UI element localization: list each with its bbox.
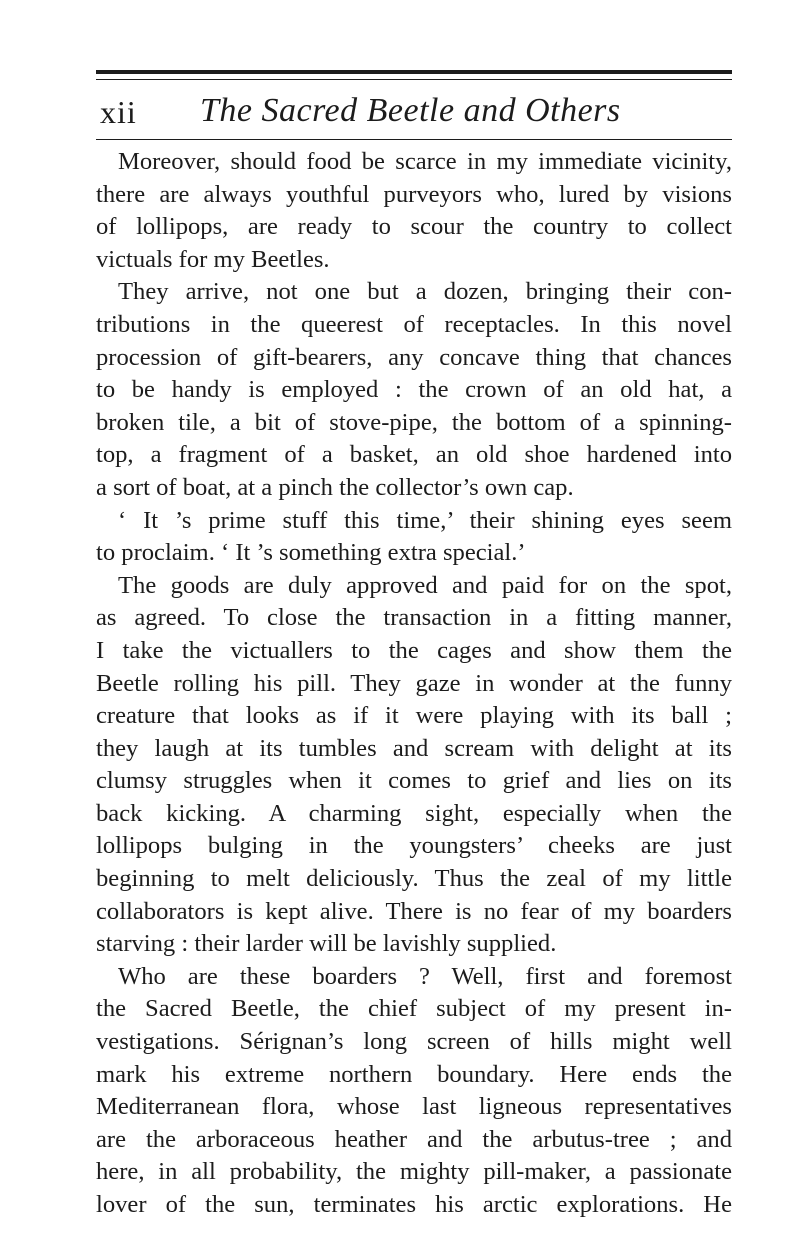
running-header	[96, 92, 732, 136]
text-line: collaborators is kept alive. There is no fear of my boarders	[96, 897, 732, 925]
header-underline-rule	[96, 139, 732, 140]
text-line: Moreover, should food be scarce in my immediate vicinity,	[118, 148, 732, 175]
text-line: lover of the sun, terminates his arctic explorations. He	[96, 1191, 732, 1218]
text-line: Beetle rolling his pill. They gaze in wonder at the funny	[96, 669, 732, 697]
text-line: mark his extreme northern boundary. Here ends the	[96, 1060, 732, 1088]
text-line: a sort of boat, at a pinch the collector’s own cap.	[96, 473, 574, 501]
text-line: here, in all probability, the mighty pill-maker, a passionate	[96, 1158, 732, 1186]
text-line: there are always youthful purveyors who, lured by visions	[96, 180, 732, 208]
text-line: back kicking. A charming sight, especially when the	[96, 799, 732, 827]
text-line: vestigations. Sérignan’s long screen of hills might well	[96, 1028, 732, 1056]
text-line: The goods are duly approved and paid for on the spot,	[118, 571, 732, 599]
text-line: Mediterranean flora, whose last ligneous representatives	[96, 1093, 732, 1121]
text-line: Who are these boarders ? Well, first and foremost	[118, 962, 732, 990]
text-line: creature that looks as if it were playing with its ball ;	[96, 702, 732, 730]
text-line: tributions in the queerest of receptacles. In this novel	[96, 310, 732, 338]
text-line: starving : their larder will be lavishly supplied.	[96, 930, 557, 958]
text-line: to be handy is employed : the crown of an old hat, a	[96, 376, 732, 404]
text-line: broken tile, a bit of stove-pipe, the bottom of a spinning-	[96, 408, 732, 436]
text-line: the Sacred Beetle, the chief subject of my present in-	[96, 995, 732, 1023]
body-text	[96, 146, 732, 1222]
text-line: they laugh at its tumbles and scream with delight at its	[96, 734, 732, 762]
text-line: clumsy struggles when it comes to grief and lies on its	[96, 767, 732, 795]
page-number: xii	[100, 94, 137, 130]
text-line: procession of gift-bearers, any concave thing that chances	[96, 343, 732, 371]
text-line: of lollipops, are ready to scour the country to collect	[96, 213, 732, 241]
text-line: I take the victuallers to the cages and show them the	[96, 636, 732, 664]
header-thin-rule	[96, 79, 732, 80]
text-line: beginning to melt deliciously. Thus the zeal of my little	[96, 865, 732, 893]
text-line: top, a fragment of a basket, an old shoe hardened into	[96, 441, 732, 469]
running-title: The Sacred Beetle and Others	[200, 92, 621, 129]
text-line: victuals for my Beetles.	[96, 245, 330, 273]
text-line: are the arboraceous heather and the arbutus-tree ; and	[96, 1125, 732, 1153]
text-line: to proclaim. ‘ It ’s something extra special.’	[96, 539, 526, 567]
text-line: as agreed. To close the transaction in a fitting manner,	[96, 604, 732, 632]
header-thick-rule	[96, 70, 732, 74]
text-line: lollipops bulging in the youngsters’ cheeks are just	[96, 832, 732, 860]
text-line: ‘ It ’s prime stuff this time,’ their shining eyes seem	[118, 506, 732, 534]
text-line: They arrive, not one but a dozen, bringing their con-	[118, 278, 732, 306]
